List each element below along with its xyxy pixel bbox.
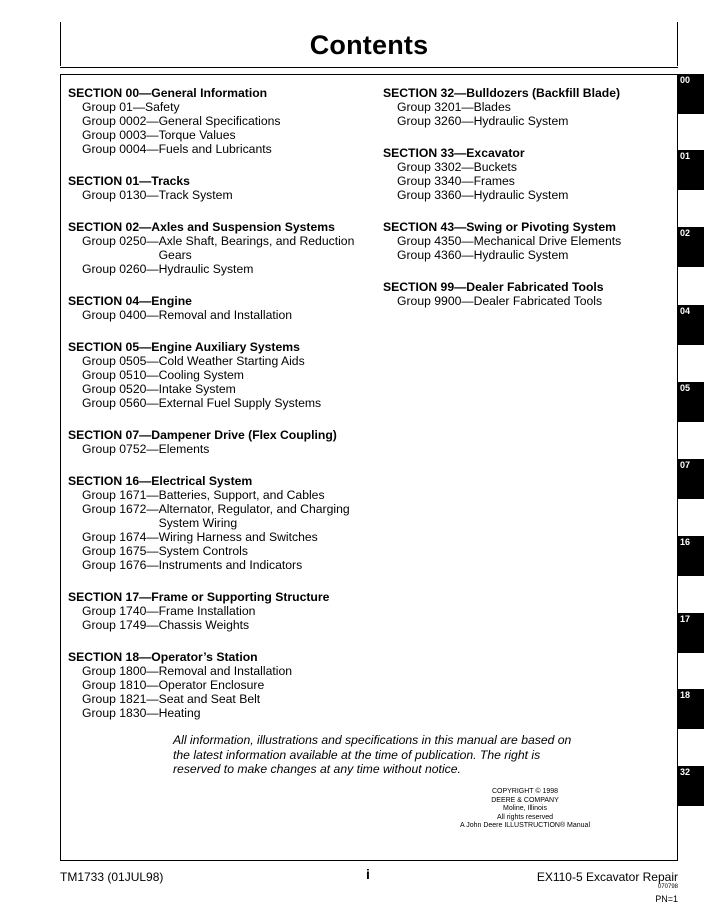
group-number: Group 0004— — [82, 142, 159, 156]
toc-group-entry[interactable] — [68, 604, 368, 618]
section-tab[interactable]: 32 — [678, 766, 704, 806]
toc-section — [68, 590, 368, 632]
group-number: Group 1830— — [82, 706, 159, 720]
section-tab[interactable]: 02 — [678, 227, 704, 267]
group-title: Wiring Harness and Switches — [158, 530, 318, 544]
left-column — [68, 86, 368, 738]
group-number: Group 1674— — [82, 530, 159, 544]
section-tab[interactable]: 17 — [678, 613, 704, 653]
group-number: Group 0520— — [82, 382, 159, 396]
group-title: Axle Shaft, Bearings, and Reduction Gears — [158, 234, 355, 262]
toc-section — [68, 650, 368, 720]
group-title: Operator Enclosure — [158, 678, 265, 692]
group-title: Safety — [145, 100, 180, 114]
toc-group-entry[interactable] — [68, 678, 368, 692]
group-title: Torque Values — [158, 128, 236, 142]
section-heading[interactable]: SECTION 99—Dealer Fabricated Tools — [383, 280, 604, 294]
section-heading[interactable]: SECTION 18—Operator’s Station — [68, 650, 258, 664]
toc-group-entry[interactable] — [68, 396, 368, 410]
page-number: i — [366, 866, 370, 882]
section-tab[interactable]: 04 — [678, 305, 704, 345]
section-tab[interactable]: 18 — [678, 689, 704, 729]
section-tab[interactable]: 01 — [678, 150, 704, 190]
toc-group-entry[interactable] — [383, 294, 673, 308]
group-number: Group 0505— — [82, 354, 159, 368]
group-number: Group 0003— — [82, 128, 159, 142]
section-heading[interactable]: SECTION 43—Swing or Pivoting System — [383, 220, 616, 234]
group-title: Dealer Fabricated Tools — [473, 294, 603, 308]
section-heading[interactable]: SECTION 17—Frame or Supporting Structure — [68, 590, 330, 604]
group-title: Cooling System — [158, 368, 244, 382]
section-tab[interactable]: 16 — [678, 536, 704, 576]
group-number: Group 3340— — [397, 174, 474, 188]
toc-group-entry[interactable] — [68, 502, 368, 530]
toc-section — [68, 294, 368, 322]
group-title: Fuels and Lubricants — [158, 142, 272, 156]
toc-section — [383, 220, 673, 262]
section-heading[interactable]: SECTION 01—Tracks — [68, 174, 190, 188]
toc-group-entry[interactable] — [383, 174, 673, 188]
footer-doc-id: TM1733 (01JUL98) — [60, 870, 164, 884]
copyright-line: COPYRIGHT © 1998 — [491, 788, 559, 795]
group-number: Group 0260— — [82, 262, 159, 276]
footer-manual-title: EX110-5 Excavator Repair — [536, 870, 678, 884]
group-number: Group 0560— — [82, 396, 159, 410]
right-column — [383, 86, 673, 326]
group-title: Frames — [473, 174, 515, 188]
group-number: Group 3201— — [397, 100, 474, 114]
toc-group-entry[interactable] — [68, 382, 368, 396]
toc-group-entry[interactable] — [68, 664, 368, 678]
group-title: Seat and Seat Belt — [158, 692, 261, 706]
group-number: Group 3360— — [397, 188, 474, 202]
group-number: Group 1800— — [82, 664, 159, 678]
group-number: Group 4350— — [397, 234, 474, 248]
group-title: Batteries, Support, and Cables — [158, 488, 325, 502]
toc-section — [68, 474, 368, 572]
manual-line: A John Deere ILLUSTRUCTION® Manual — [459, 822, 591, 830]
group-number: Group 1676— — [82, 558, 159, 572]
group-number: Group 1810— — [82, 678, 159, 692]
toc-group-entry[interactable] — [383, 114, 673, 128]
toc-section — [383, 146, 673, 202]
toc-group-entry[interactable] — [68, 488, 368, 502]
section-tab[interactable]: 07 — [678, 459, 704, 499]
toc-group-entry[interactable] — [68, 530, 368, 544]
group-title: Alternator, Regulator, and Charging System Wiring — [158, 502, 350, 530]
group-title: Frame Installation — [158, 604, 256, 618]
toc-group-entry[interactable] — [68, 692, 368, 706]
group-number: Group 9900— — [397, 294, 474, 308]
toc-section — [68, 220, 368, 276]
toc-section — [68, 174, 368, 202]
group-number: Group 1821— — [82, 692, 159, 706]
toc-group-entry[interactable] — [68, 262, 368, 276]
section-tab[interactable]: 00 — [678, 74, 704, 114]
group-number: Group 3260— — [397, 114, 474, 128]
toc-group-entry[interactable] — [68, 354, 368, 368]
location-line: Moline, Illinois — [503, 805, 547, 813]
notice-text: All information, illustrations and specifications in this manual are based on the latest information available at the time of publication. The right is reserved to make changes at any time without notice. — [173, 733, 572, 776]
group-title: Intake System — [158, 382, 236, 396]
group-number: Group 0510— — [82, 368, 159, 382]
toc-group-entry[interactable] — [383, 234, 673, 248]
group-number: Group 0002— — [82, 114, 159, 128]
group-title: Heating — [158, 706, 201, 720]
section-heading[interactable]: SECTION 16—Electrical System — [68, 474, 253, 488]
group-number: Group 1749— — [82, 618, 159, 632]
group-title: Hydraulic System — [473, 114, 569, 128]
group-title: Blades — [473, 100, 511, 114]
toc-section — [68, 428, 368, 456]
group-number: Group 0752— — [82, 442, 159, 456]
company-line: DEERE & COMPANY — [491, 796, 559, 804]
section-heading[interactable]: SECTION 33—Excavator — [383, 146, 525, 160]
toc-group-entry[interactable] — [383, 160, 673, 174]
group-number: Group 0400— — [82, 308, 159, 322]
toc-group-entry[interactable] — [68, 618, 368, 632]
group-title: System Controls — [158, 544, 248, 558]
toc-group-entry[interactable] — [68, 128, 368, 142]
group-title: Mechanical Drive Elements — [473, 234, 622, 248]
footer-pn: PN=1 — [655, 894, 678, 904]
section-heading[interactable]: SECTION 07—Dampener Drive (Flex Coupling) — [68, 428, 337, 442]
group-number: Group 0250— — [82, 234, 159, 248]
group-number: Group 1671— — [82, 488, 159, 502]
group-title: Hydraulic System — [158, 262, 254, 276]
group-number: Group 1740— — [82, 604, 159, 618]
group-title: Removal and Installation — [158, 308, 293, 322]
toc-group-entry[interactable] — [68, 114, 368, 128]
toc-group-entry[interactable] — [68, 368, 368, 382]
toc-group-entry[interactable] — [68, 142, 368, 156]
group-title: Elements — [158, 442, 210, 456]
toc-section — [383, 86, 673, 128]
group-title: Removal and Installation — [158, 664, 293, 678]
toc-group-entry[interactable] — [68, 234, 368, 262]
toc-section — [68, 86, 368, 156]
title-rule — [60, 67, 678, 68]
group-title: Hydraulic System — [473, 188, 569, 202]
group-title: Cold Weather Starting Aids — [158, 354, 305, 368]
section-heading[interactable]: SECTION 32—Bulldozers (Backfill Blade) — [383, 86, 621, 100]
section-heading[interactable]: SECTION 02—Axles and Suspension Systems — [68, 220, 335, 234]
toc-group-entry[interactable] — [68, 442, 368, 456]
group-number: Group 4360— — [397, 248, 474, 262]
toc-group-entry[interactable] — [68, 544, 368, 558]
group-number: Group 1675— — [82, 544, 159, 558]
group-number: Group 1672— — [82, 502, 159, 516]
footer-code: 070798 — [657, 884, 678, 890]
toc-section — [383, 280, 673, 308]
toc-section — [68, 340, 368, 410]
group-title: Chassis Weights — [158, 618, 250, 632]
toc-group-entry[interactable] — [68, 558, 368, 572]
group-title: Buckets — [473, 160, 517, 174]
section-heading[interactable]: SECTION 04—Engine — [68, 294, 192, 308]
group-title: External Fuel Supply Systems — [158, 396, 322, 410]
copyright-block — [440, 788, 610, 831]
toc-group-entry[interactable] — [383, 188, 673, 202]
group-title: Hydraulic System — [473, 248, 569, 262]
group-number: Group 01— — [82, 100, 146, 114]
toc-group-entry[interactable] — [383, 100, 673, 114]
group-number: Group 3302— — [397, 160, 474, 174]
section-heading[interactable]: SECTION 00—General Information — [68, 86, 268, 100]
group-title: Track System — [158, 188, 233, 202]
toc-group-entry[interactable] — [383, 248, 673, 262]
section-tab[interactable]: 05 — [678, 382, 704, 422]
group-title: General Specifications — [158, 114, 281, 128]
page-title: Contents — [309, 30, 429, 60]
footer-rule — [60, 860, 678, 861]
group-number: Group 0130— — [82, 188, 159, 202]
group-title: Instruments and Indicators — [158, 558, 303, 572]
rights-line: All rights reserved — [496, 813, 554, 821]
toc-group-entry[interactable] — [68, 100, 368, 114]
toc-group-entry[interactable] — [68, 188, 368, 202]
section-heading[interactable]: SECTION 05—Engine Auxiliary Systems — [68, 340, 300, 354]
toc-group-entry[interactable] — [68, 308, 368, 322]
toc-group-entry[interactable] — [68, 706, 368, 720]
